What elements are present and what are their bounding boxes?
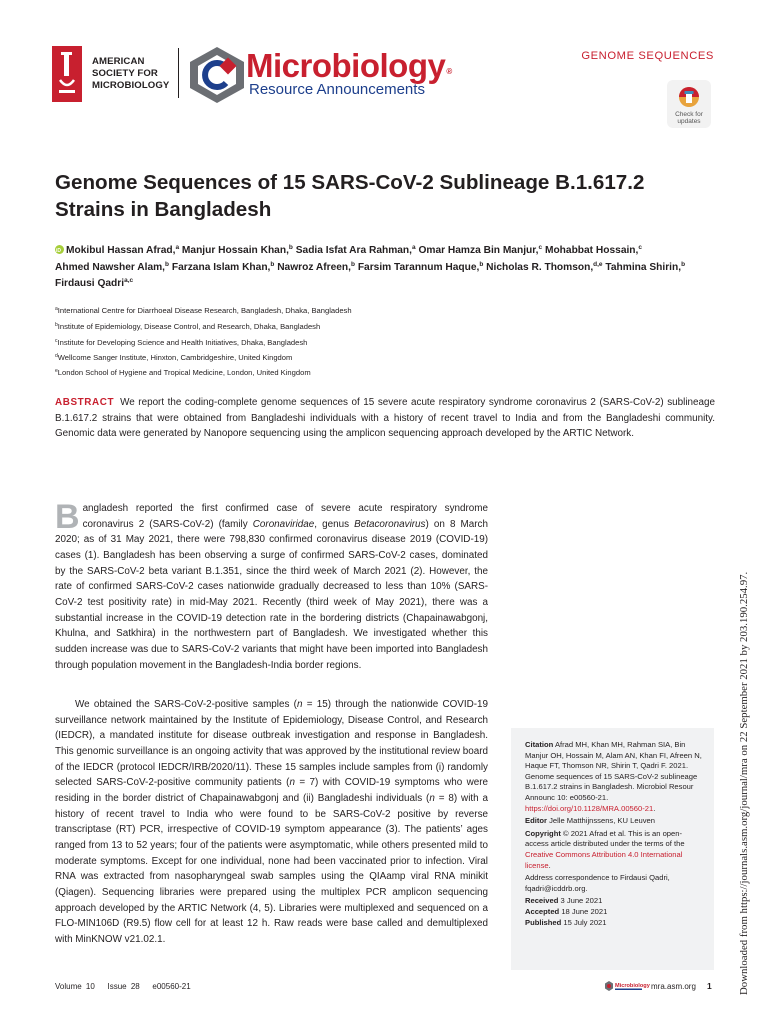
author[interactable]: Nawroz Afreen,$^b$ (277, 260, 355, 273)
check-for-updates-label: Check for updates (675, 111, 703, 125)
copyright: Copyright © 2021 Afrad et al. This is an open-access article distributed under the terms of the Creative Commons Attribution 4.0 International license. (525, 828, 685, 870)
page-number: 1 (707, 981, 712, 991)
affiliation: $^a$International Centre for Diarrhoeal Disease Research, Bangladesh, Dhaka, Bangladesh (55, 306, 352, 315)
download-watermark: Downloaded from https://journals.asm.org/journal/mra on 22 September 2021 by 203.190.254.97. (738, 571, 750, 995)
affiliation: $^e$London School of Hygiene and Tropical Medicine, London, United Kingdom (55, 368, 311, 377)
author[interactable]: Ahmed Nawsher Alam,$^b$ (55, 260, 170, 273)
asm-emblem-icon (52, 46, 82, 102)
received-date: Received 3 June 2021 (525, 896, 603, 906)
published-date: Published 15 July 2021 (525, 917, 607, 927)
journal-emblem-icon (188, 46, 246, 104)
asm-line: AMERICAN (92, 56, 145, 67)
journal-title-text: Microbiology (246, 47, 446, 84)
footer-volume: Volume 10 Issue 28 e00560-21 (55, 982, 191, 991)
journal-subtitle: Resource Announcements (249, 81, 425, 98)
author[interactable]: Tahmina Shirin,$^b$ (605, 260, 686, 273)
affiliation: $^b$Institute of Epidemiology, Disease Control, and Research, Dhaka, Bangladesh (55, 322, 321, 331)
journal-title (246, 48, 452, 84)
registered-mark: ® (446, 67, 452, 76)
author[interactable]: Omar Hamza Bin Manjur,$^c$ (418, 244, 543, 256)
article-info-panel (511, 728, 714, 970)
crossmark-icon (678, 86, 700, 108)
body-paragraph: Bangladesh reported the first confirmed case of severe acute respiratory syndrome coronavirus 2 (SARS-CoV-2) (family Coronaviridae, genus Betacoronavirus) on 8 March 2020; as of 31 May 2021, there were 798,830 confirmed coronavirus disease 2019 (COVID-19) cases (1). Bangladesh has been observing a surge of confirmed SARS-CoV-2 cases, dominated by the SARS-CoV-2 beta variant B.1.351, since the third week of March 2021 (2). However, the rate of confirmed SARS-CoV-2 cases nationwide gradually decreased to less than 10% (SARS-CoV-2 test positivity rate) in mid-May 2021. Recently (third week of May 2021), there was a substantial increase in the COVID-19 detection rate in the bordering districts (Chapainawabgonj, Khulna, and Satkhira) in the northwestern part of Bangladesh. We investigated whether this sudden increase was due to SARS-CoV-2 variants that might have been imported into Bangladesh through population movement in the Bangladesh-India border regions. (55, 498, 488, 671)
drop-cap: B (55, 498, 80, 536)
orcid-icon[interactable] (55, 245, 64, 254)
author[interactable]: Sadia Isfat Ara Rahman,$^a$ (295, 244, 416, 256)
doi-link[interactable]: https://doi.org/10.1128/MRA.00560-21 (525, 803, 654, 813)
affiliation: $^d$Wellcome Sanger Institute, Hinxton, Cambridgeshire, United Kingdom (55, 353, 293, 362)
author[interactable]: Firdausi Qadri$^{a,c}$ (55, 277, 134, 289)
footer-journal-logo-icon (604, 980, 650, 992)
author[interactable]: Farzana Islam Khan,$^b$ (171, 260, 275, 273)
asm-logo (52, 46, 182, 102)
author[interactable]: Nicholas R. Thomson,$^{d,e}$ (486, 260, 603, 273)
footer-logo-text: Microbiology (615, 983, 650, 989)
author[interactable]: Manjur Hossain Khan,$^b$ (181, 244, 293, 256)
header-divider (178, 48, 179, 98)
asm-line: SOCIETY FOR (92, 68, 158, 79)
abstract (55, 395, 715, 442)
citation: Citation Afrad MH, Khan MH, Rahman SIA, Bin Manjur OH, Hossain M, Alam AN, Khan FI, Afreen N, Haque FT, Thomson NR, Shirin T, Qadri F. 2021. Genome sequences of 15 SARS-CoV-2 sublineage B.1.617.2 strains in Bangladesh. Microbiol Resour Announc 10: e00560-21. https://doi.org/10.1128/MRA.00560-21. (525, 740, 702, 813)
editor: Editor Jelle Matthijnssens, KU Leuven (525, 816, 656, 826)
affiliation: $^c$Institute for Developing Science and Health Initiatives, Dhaka, Bangladesh (55, 338, 308, 347)
asm-line: MICROBIOLOGY (92, 80, 170, 91)
correspondence: Address correspondence to Firdausi Qadri, fqadri@icddrb.org. (525, 873, 670, 893)
abstract-label: ABSTRACT (55, 397, 115, 408)
section-label: GENOME SEQUENCES (581, 50, 714, 62)
accepted-date: Accepted 18 June 2021 (525, 906, 608, 916)
author[interactable]: Farsim Tarannum Haque,$^b$ (357, 260, 484, 273)
article-title: Genome Sequences of 15 SARS-CoV-2 Sublineage B.1.617.2 Strains in Bangladesh (55, 171, 645, 221)
license-link[interactable]: Creative Commons Attribution 4.0 International license (525, 849, 683, 870)
body-paragraph: We obtained the SARS-CoV-2-positive samples (n = 15) through the nationwide COVID-19 surveillance network maintained by the Institute of Epidemiology, Disease Control, and Research (IEDCR), a mandated institute for disease outbreak investigation and response in Bangladesh. This genomic surveillance is an ongoing activity that was approved by the institutional review board of the IEDCR (protocol IEDCR/IRB/2020/11). These 15 samples include samples from (i) randomly selected SARS-CoV-2-positive community patients (n = 7) with COVID-19 symptoms who were residing in the border district of Chapainawabgonj and (ii) Bangladeshi individuals (n = 8) with a history of recent travel to India who were found to be SARS-CoV-2 positive by reverse transcriptase (RT) PCR, irrespective of COVID-19 symptom appearance (3). The patients’ ages ranged from 13 to 52 years; four of the patients were asymptomatic, while others presented mild to moderate symptoms. Except for one individual, none had been vaccinated prior to infection. Viral RNA was extracted from nasopharyngeal swab samples using the QIAamp viral RNA minikit (Qiagen). Sequencing libraries were prepared using the multiplex PCR amplicon sequencing approach developed by the ARTIC Network (4, 5). Libraries were multiplexed and sequenced on a FLO-MIN106D (R9.5) flow cell for at least 12 h. Raw reads were base called and demultiplexed with MinKNOW v21.02.1. (55, 699, 489, 945)
author[interactable]: Mohabbat Hossain,$^c$ (544, 244, 642, 256)
footer-url[interactable]: mra.asm.org (651, 982, 696, 991)
author[interactable]: Mokibul Hassan Afrad,$^a$ (66, 244, 180, 256)
check-for-updates-button[interactable] (667, 80, 711, 128)
author-list (55, 243, 715, 293)
abstract-text: We report the coding-complete genome sequences of 15 severe acute respiratory syndrome coronavirus 2 (SARS-CoV-2) sublineage B.1.617.2 strains that were obtained from Bangladeshi individuals with a history of recent travel to India and from the Bangladeshi community. Genomic data were generated by Nanopore sequencing using the amplicon sequencing approach developed by the ARTIC Network. (55, 397, 715, 440)
